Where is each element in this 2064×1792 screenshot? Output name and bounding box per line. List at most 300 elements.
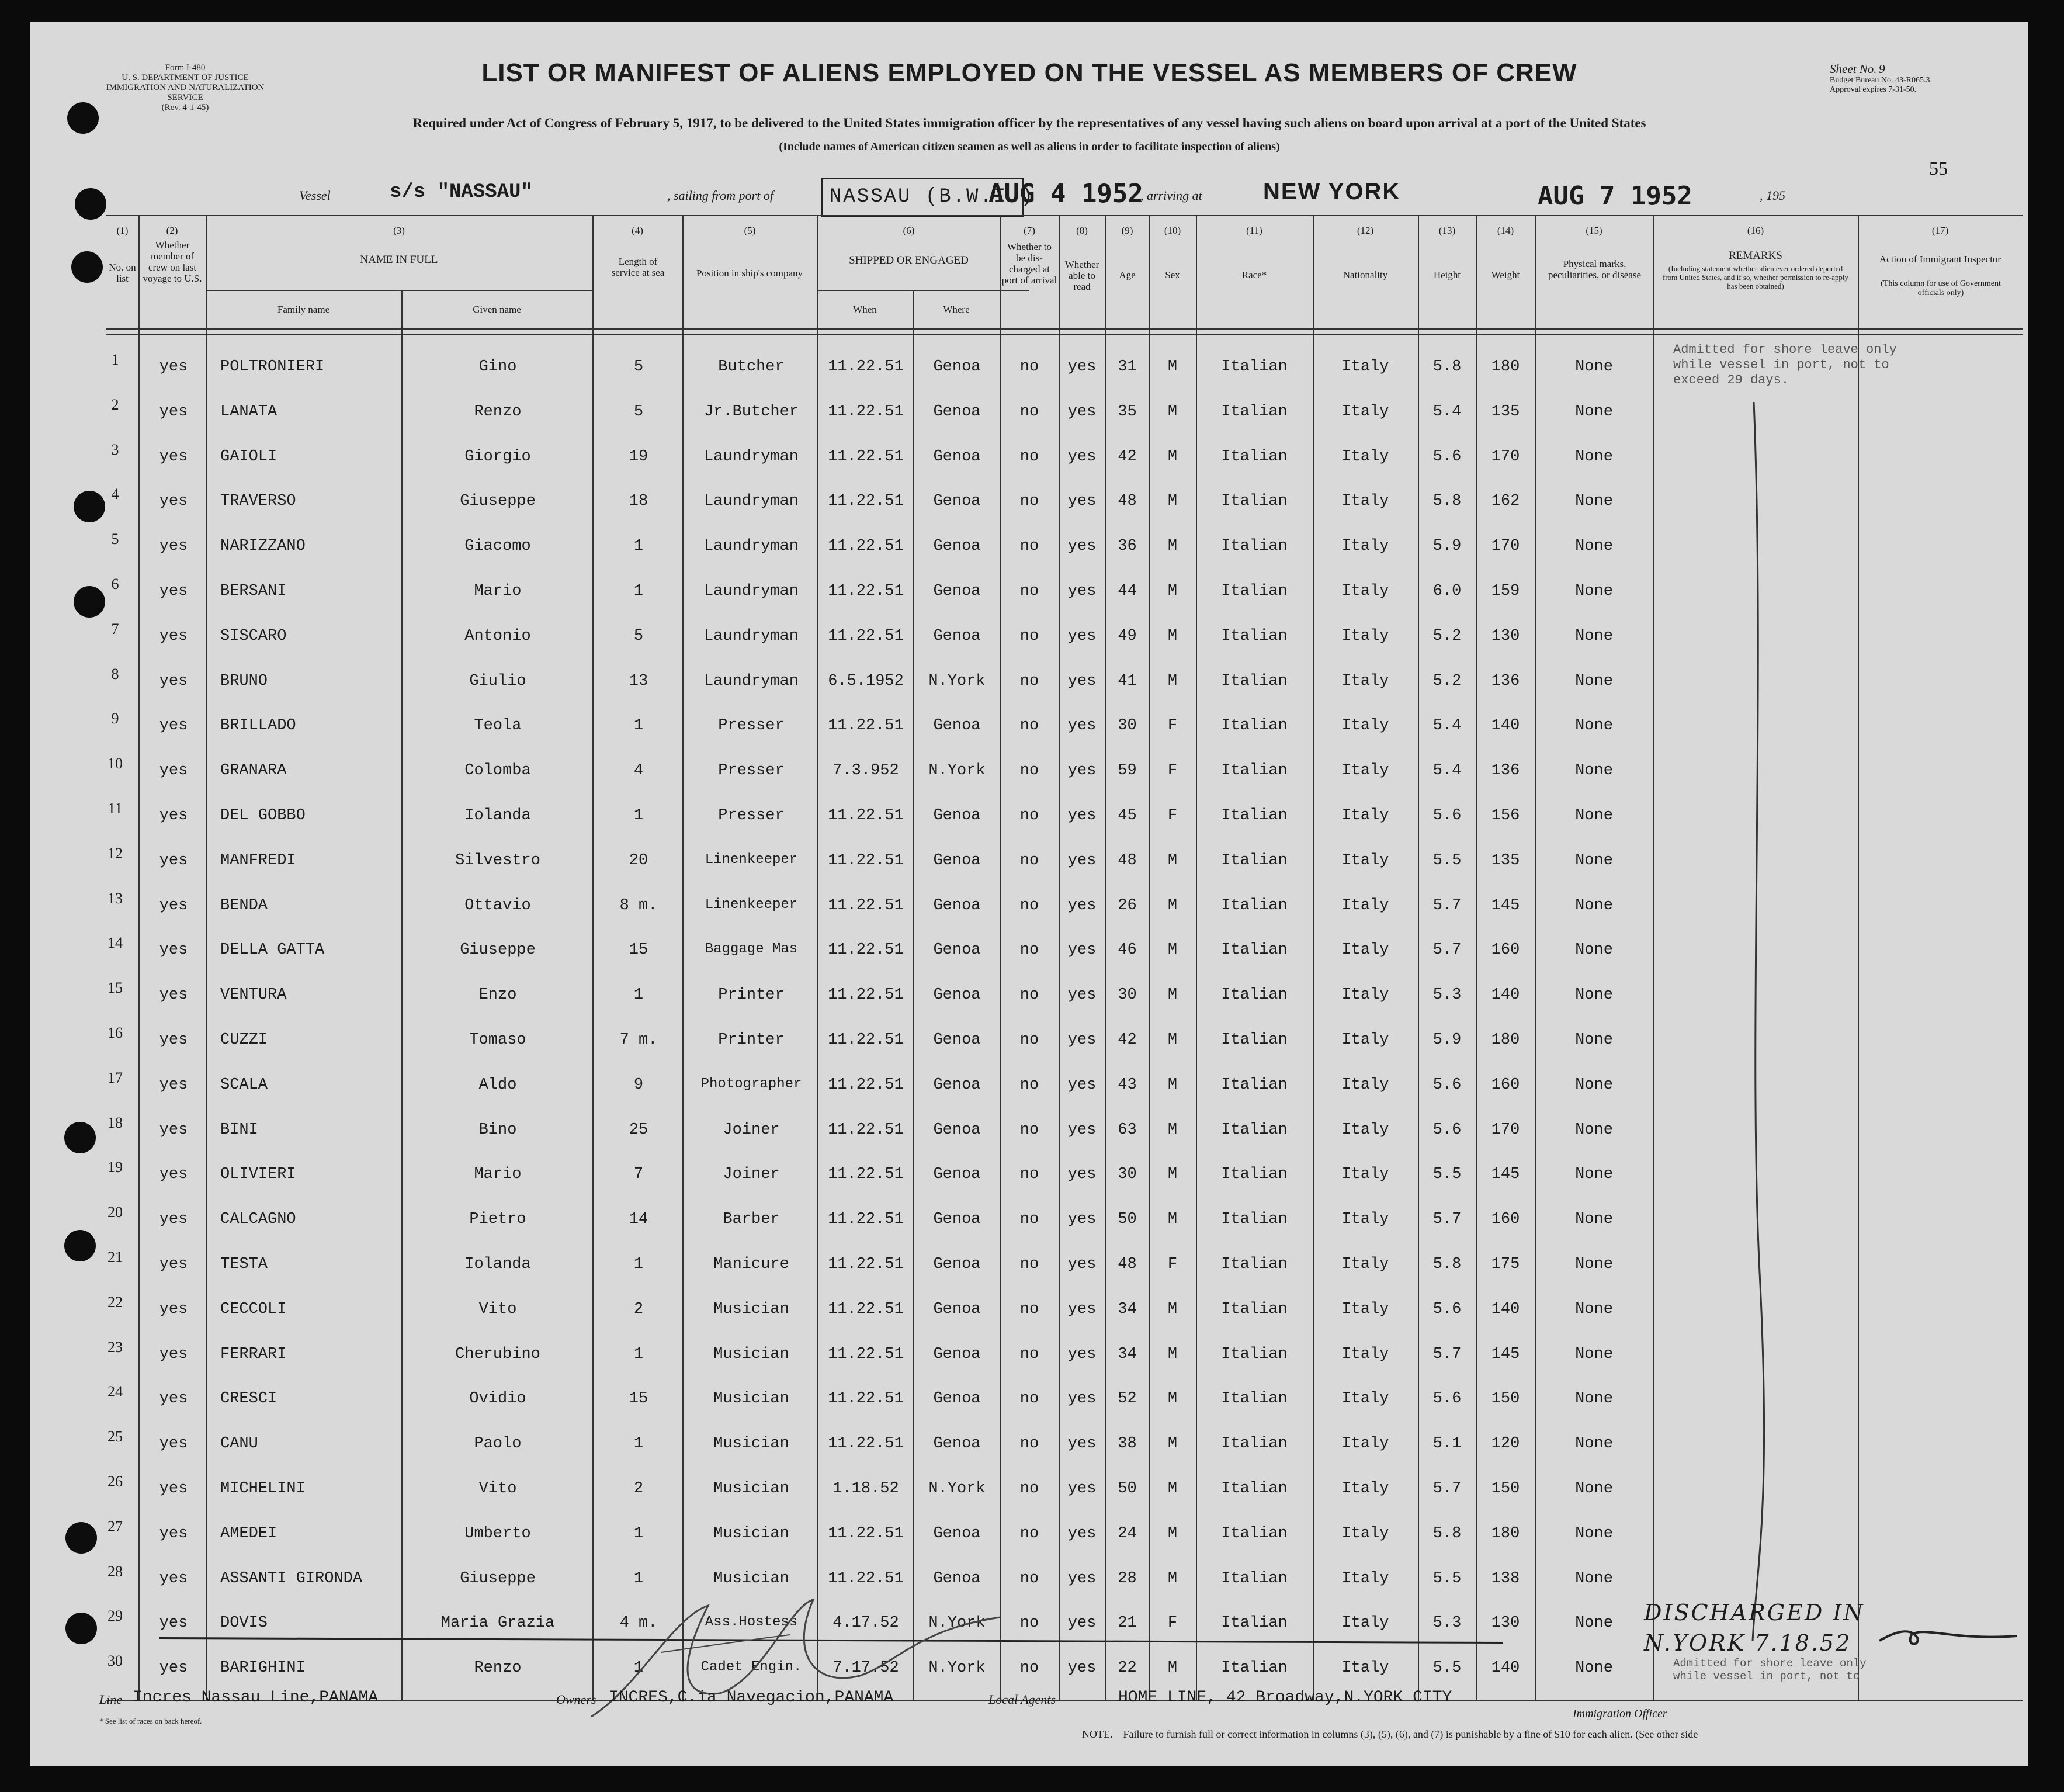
cell-able-to-read: yes (1067, 1390, 1097, 1408)
cell-physical-marks: None (1575, 941, 1613, 959)
cell-height: 5.6 (1432, 448, 1462, 466)
cell-row-number: 24 (107, 1383, 123, 1400)
cell-discharged: no (1019, 1256, 1039, 1273)
cell-service-length: 5 (633, 628, 644, 645)
cell-row-number: 5 (111, 531, 119, 547)
header-inspector-note: (This column for use of Government officials only) (1881, 279, 2001, 297)
cell-nationality: Italy (1341, 538, 1389, 555)
col-num: (3) (393, 225, 405, 236)
cell-row-number: 29 (107, 1607, 123, 1624)
cell-discharged: no (1019, 493, 1039, 510)
cell-height: 5.8 (1432, 1256, 1462, 1273)
cell-shipped-when: 11.22.51 (828, 1211, 904, 1228)
cell-row-number: 2 (111, 396, 119, 413)
remark-line: while vessel in port, not to (1673, 1670, 1860, 1683)
document-title: LIST OR MANIFEST OF ALIENS EMPLOYED ON THE VESSEL AS MEMBERS OF CREW (481, 58, 1577, 87)
cell-weight: 138 (1491, 1570, 1520, 1588)
cell-service-length: 15 (629, 941, 648, 959)
cell-nationality: Italy (1341, 1301, 1389, 1318)
cell-discharged: no (1019, 986, 1039, 1004)
cell-physical-marks: None (1575, 1166, 1613, 1183)
cell-age: 59 (1118, 762, 1137, 779)
cell-service-length: 1 (633, 1346, 644, 1363)
cell-height: 5.7 (1432, 1346, 1462, 1363)
cell-age: 41 (1118, 673, 1137, 690)
cell-row-number: 14 (107, 934, 123, 951)
cell-position: Presser (718, 762, 785, 779)
cell-able-to-read: yes (1067, 1435, 1097, 1453)
cell-given-name: Silvestro (455, 852, 540, 869)
cell-nationality: Italy (1341, 1435, 1389, 1453)
header-remarks: REMARKS (1729, 249, 1782, 262)
cell-shipped-where: Genoa (933, 717, 981, 734)
form-number: Form I-480 (165, 63, 206, 72)
header-nationality: Nationality (1343, 269, 1388, 280)
remark-line: Admitted for shore leave only (1673, 1657, 1867, 1670)
cell-weight: 170 (1491, 1121, 1520, 1139)
cell-race: Italian (1221, 1121, 1288, 1139)
discharged-note-date: N.YORK 7.18.52 (1644, 1630, 1852, 1656)
cell-physical-marks: None (1575, 1659, 1613, 1677)
cell-given-name: Umberto (464, 1525, 531, 1543)
cell-race: Italian (1221, 941, 1288, 959)
cell-family-name: CALCAGNO (220, 1211, 296, 1228)
cell-family-name: AMEDEI (220, 1525, 277, 1543)
cell-sex: F (1167, 762, 1178, 779)
arrival-date-stamp: AUG 7 1952 (1538, 181, 1692, 211)
cell-given-name: Vito (478, 1480, 517, 1498)
cell-given-name: Aldo (478, 1076, 517, 1094)
col-num: (1) (116, 225, 129, 236)
cell-service-length: 1 (633, 1525, 644, 1543)
cell-physical-marks: None (1575, 493, 1613, 510)
cell-last-voyage: yes (159, 1166, 188, 1183)
cell-sex: M (1167, 1659, 1178, 1677)
cell-age: 31 (1118, 358, 1137, 376)
cell-last-voyage: yes (159, 1525, 188, 1543)
cell-shipped-when: 11.22.51 (828, 403, 904, 421)
header-when: When (853, 304, 877, 315)
cell-service-length: 5 (633, 358, 644, 376)
cell-last-voyage: yes (159, 1435, 188, 1453)
cell-able-to-read: yes (1067, 852, 1097, 869)
header-given-name: Given name (473, 304, 521, 315)
cell-service-length: 1 (633, 986, 644, 1004)
cell-position: Baggage Mas (705, 941, 798, 957)
cell-sex: F (1167, 717, 1178, 734)
cell-row-number: 17 (107, 1069, 123, 1086)
cell-row-number: 10 (107, 755, 123, 772)
cell-discharged: no (1019, 1525, 1039, 1543)
table-top-rule (106, 215, 2023, 216)
cell-given-name: Iolanda (464, 807, 531, 824)
sheet-number: 9 (1878, 62, 1885, 76)
cell-shipped-where: Genoa (933, 941, 981, 959)
cell-family-name: SISCARO (220, 628, 287, 645)
cell-position: Musician (713, 1570, 789, 1588)
cell-row-number: 20 (107, 1204, 123, 1221)
header-discharged: Whether to be dis-charged at port of arrival (1001, 241, 1057, 286)
col-num: (16) (1747, 225, 1764, 236)
cell-weight: 180 (1491, 358, 1520, 376)
cell-able-to-read: yes (1067, 493, 1097, 510)
cell-race: Italian (1221, 538, 1288, 555)
cell-nationality: Italy (1341, 1390, 1389, 1408)
col-num: (15) (1586, 225, 1602, 236)
cell-height: 5.2 (1432, 628, 1462, 645)
punch-hole (64, 1122, 96, 1153)
cell-sex: M (1167, 1076, 1178, 1094)
cell-age: 48 (1118, 1256, 1137, 1273)
cell-able-to-read: yes (1067, 538, 1097, 555)
cell-height: 5.6 (1432, 1301, 1462, 1318)
cell-physical-marks: None (1575, 1525, 1613, 1543)
cell-position: Musician (713, 1525, 789, 1543)
cell-given-name: Mario (474, 1166, 522, 1183)
cell-age: 30 (1118, 1166, 1137, 1183)
cell-race: Italian (1221, 807, 1288, 824)
cell-position: Butcher (718, 358, 785, 376)
cell-weight: 162 (1491, 493, 1520, 510)
cell-nationality: Italy (1341, 807, 1389, 824)
cell-sex: M (1167, 448, 1178, 466)
cell-physical-marks: None (1575, 1570, 1613, 1588)
cell-row-number: 9 (111, 710, 119, 727)
cell-given-name: Paolo (474, 1435, 522, 1453)
cell-age: 22 (1118, 1659, 1137, 1677)
cell-last-voyage: yes (159, 583, 188, 600)
cell-sex: M (1167, 1346, 1178, 1363)
cell-position: Laundryman (703, 538, 799, 555)
cell-race: Italian (1221, 1346, 1288, 1363)
cell-physical-marks: None (1575, 403, 1613, 421)
cell-height: 5.3 (1432, 1614, 1462, 1632)
cell-race: Italian (1221, 1570, 1288, 1588)
cell-able-to-read: yes (1067, 1076, 1097, 1094)
manifest-sheet (30, 22, 2028, 1766)
cell-weight: 130 (1491, 1614, 1520, 1632)
cell-sex: M (1167, 1390, 1178, 1408)
cell-discharged: no (1019, 1211, 1039, 1228)
cell-shipped-where: Genoa (933, 1525, 981, 1543)
legal-requirement: Required under Act of Congress of February 5, 1917, to be delivered to the United States immigration officer by the representatives of any vessel having such aliens on board upon arrival at a port of the United States (412, 116, 1646, 130)
remarks-shore-leave (1673, 342, 1897, 388)
cell-discharged: no (1019, 717, 1039, 734)
punch-hole (64, 1230, 96, 1261)
cell-age: 34 (1118, 1346, 1137, 1363)
cell-physical-marks: None (1575, 628, 1613, 645)
cell-race: Italian (1221, 897, 1288, 914)
cell-position: Manicure (713, 1256, 789, 1273)
cell-last-voyage: yes (159, 403, 188, 421)
cell-able-to-read: yes (1067, 448, 1097, 466)
cell-given-name: Cherubino (455, 1346, 540, 1363)
cell-position: Joiner (723, 1166, 780, 1183)
cell-nationality: Italy (1341, 1031, 1389, 1049)
cell-age: 49 (1118, 628, 1137, 645)
header-length-of-service: Length of service at sea (611, 256, 665, 278)
cell-age: 63 (1118, 1121, 1137, 1139)
cell-family-name: BERSANI (220, 583, 287, 600)
cell-service-length: 1 (633, 1570, 644, 1588)
cell-discharged: no (1019, 1346, 1039, 1363)
cell-nationality: Italy (1341, 1256, 1389, 1273)
cell-weight: 159 (1491, 583, 1520, 600)
cell-service-length: 8 m. (619, 897, 658, 914)
cell-height: 5.4 (1432, 717, 1462, 734)
cell-service-length: 14 (629, 1211, 648, 1228)
cell-shipped-where: Genoa (933, 807, 981, 824)
cell-height: 6.0 (1432, 583, 1462, 600)
col-num: (6) (903, 225, 915, 236)
departure-date-stamp: AUG 4 1952 (988, 179, 1143, 209)
cell-race: Italian (1221, 1256, 1288, 1273)
cell-nationality: Italy (1341, 1570, 1389, 1588)
cell-discharged: no (1019, 1031, 1039, 1049)
cell-discharged: no (1019, 583, 1039, 600)
header-shipped-engaged: SHIPPED OR ENGAGED (849, 254, 969, 266)
budget-bureau-no: Budget Bureau No. 43-R065.3. (1830, 76, 1932, 85)
cell-nationality: Italy (1341, 1346, 1389, 1363)
cell-nationality: Italy (1341, 448, 1389, 466)
cell-weight: 140 (1491, 717, 1520, 734)
cell-row-number: 8 (111, 665, 119, 682)
cell-given-name: Maria Grazia (440, 1614, 555, 1632)
header-remarks-note: (Including statement whether alien ever ordered deported from United States, and if so, whether permission to re-apply has been obtained) (1662, 264, 1849, 290)
cell-shipped-where: Genoa (933, 583, 981, 600)
cell-physical-marks: None (1575, 1076, 1613, 1094)
cell-height: 5.3 (1432, 986, 1462, 1004)
cell-age: 26 (1118, 897, 1137, 914)
cell-last-voyage: yes (159, 1256, 188, 1273)
cell-discharged: no (1019, 673, 1039, 690)
cell-able-to-read: yes (1067, 807, 1097, 824)
cell-physical-marks: None (1575, 1480, 1613, 1498)
punch-hole (67, 102, 99, 134)
cell-last-voyage: yes (159, 717, 188, 734)
cell-height: 5.5 (1432, 852, 1462, 869)
cell-race: Italian (1221, 1301, 1288, 1318)
cell-race: Italian (1221, 403, 1288, 421)
cell-given-name: Giacomo (464, 538, 531, 555)
cell-able-to-read: yes (1067, 628, 1097, 645)
cell-family-name: CRESCI (220, 1390, 277, 1408)
cell-row-number: 18 (107, 1114, 123, 1131)
cell-given-name: Giuseppe (460, 1570, 536, 1588)
cell-weight: 150 (1491, 1480, 1520, 1498)
cell-last-voyage: yes (159, 1211, 188, 1228)
cell-discharged: no (1019, 1121, 1039, 1139)
cell-height: 5.8 (1432, 493, 1462, 510)
cell-able-to-read: yes (1067, 1211, 1097, 1228)
cell-age: 38 (1118, 1435, 1137, 1453)
cell-nationality: Italy (1341, 897, 1389, 914)
cell-shipped-when: 11.22.51 (828, 1076, 904, 1094)
form-revision: (Rev. 4-1-45) (161, 103, 209, 112)
cell-weight: 150 (1491, 1390, 1520, 1408)
cell-nationality: Italy (1341, 1076, 1389, 1094)
cell-able-to-read: yes (1067, 1166, 1097, 1183)
cell-discharged: no (1019, 1166, 1039, 1183)
cell-race: Italian (1221, 628, 1288, 645)
cell-discharged: no (1019, 807, 1039, 824)
cell-position: Laundryman (703, 673, 799, 690)
cell-nationality: Italy (1341, 583, 1389, 600)
cell-shipped-when: 11.22.51 (828, 941, 904, 959)
table-header-rule-2 (106, 334, 2023, 335)
cell-last-voyage: yes (159, 1031, 188, 1049)
inspector-initial (1876, 1623, 2023, 1652)
cell-given-name: Renzo (474, 403, 522, 421)
cell-last-voyage: yes (159, 538, 188, 555)
cell-physical-marks: None (1575, 673, 1613, 690)
col-rule (401, 290, 403, 1700)
punch-hole (65, 1522, 97, 1554)
cell-given-name: Renzo (474, 1659, 522, 1677)
cell-given-name: Bino (478, 1121, 517, 1139)
cell-shipped-when: 1.18.52 (832, 1480, 899, 1498)
cell-weight: 145 (1491, 1346, 1520, 1363)
cell-shipped-when: 11.22.51 (828, 583, 904, 600)
cell-service-length: 4 m. (619, 1614, 658, 1632)
cell-nationality: Italy (1341, 493, 1389, 510)
cell-shipped-where: N.York (928, 673, 986, 690)
cell-service-length: 7 m. (619, 1031, 658, 1049)
cell-height: 5.2 (1432, 673, 1462, 690)
cell-sex: M (1167, 986, 1178, 1004)
cell-race: Italian (1221, 1480, 1288, 1498)
cell-sex: F (1167, 807, 1178, 824)
cell-family-name: GRANARA (220, 762, 287, 779)
cell-discharged: no (1019, 1614, 1039, 1632)
cell-height: 5.6 (1432, 1076, 1462, 1094)
cell-nationality: Italy (1341, 1121, 1389, 1139)
col-num: (5) (744, 225, 756, 236)
cell-service-length: 4 (633, 762, 644, 779)
cell-discharged: no (1019, 941, 1039, 959)
cell-last-voyage: yes (159, 897, 188, 914)
cell-shipped-where: Genoa (933, 1031, 981, 1049)
cell-family-name: TESTA (220, 1256, 268, 1273)
cell-height: 5.9 (1432, 1031, 1462, 1049)
cell-service-length: 7 (633, 1166, 644, 1183)
cell-shipped-where: Genoa (933, 1435, 981, 1453)
agents-label: Local Agents (988, 1692, 1056, 1707)
cell-service-length: 9 (633, 1076, 644, 1094)
header-no-on-list: No. on list (109, 262, 136, 284)
cell-shipped-where: Genoa (933, 358, 981, 376)
cell-family-name: BARIGHINI (220, 1659, 306, 1677)
cell-age: 35 (1118, 403, 1137, 421)
cell-age: 30 (1118, 717, 1137, 734)
cell-family-name: CECCOLI (220, 1301, 287, 1318)
cell-weight: 160 (1491, 1076, 1520, 1094)
arriving-label: , arriving at (1140, 188, 1202, 203)
cell-height: 5.6 (1432, 807, 1462, 824)
cell-sex: M (1167, 1301, 1178, 1318)
cell-family-name: GAIOLI (220, 448, 277, 466)
cell-given-name: Iolanda (464, 1256, 531, 1273)
cell-nationality: Italy (1341, 358, 1389, 376)
cell-race: Italian (1221, 1031, 1288, 1049)
cell-sex: M (1167, 538, 1178, 555)
cell-shipped-when: 11.22.51 (828, 1256, 904, 1273)
header-race: Race* (1241, 269, 1267, 280)
cell-physical-marks: None (1575, 1121, 1613, 1139)
cell-shipped-where: N.York (928, 1480, 986, 1498)
cell-shipped-when: 11.22.51 (828, 897, 904, 914)
races-note: * See list of races on back hereof. (99, 1717, 202, 1725)
cell-weight: 140 (1491, 1659, 1520, 1677)
cell-able-to-read: yes (1067, 673, 1097, 690)
cell-family-name: DEL GOBBO (220, 807, 306, 824)
page-number: 55 (1929, 158, 1948, 179)
departure-port: NASSAU (B.W.I.) (830, 186, 1035, 208)
cell-race: Italian (1221, 762, 1288, 779)
cell-given-name: Teola (474, 717, 522, 734)
cell-height: 5.5 (1432, 1659, 1462, 1677)
cell-weight: 136 (1491, 673, 1520, 690)
cell-discharged: no (1019, 1480, 1039, 1498)
cell-shipped-where: N.York (928, 1659, 986, 1677)
cell-able-to-read: yes (1067, 1346, 1097, 1363)
cell-shipped-when: 7.3.952 (832, 762, 899, 779)
cell-discharged: no (1019, 358, 1039, 376)
cell-position: Musician (713, 1346, 789, 1363)
cell-shipped-when: 11.22.51 (828, 358, 904, 376)
cell-height: 5.7 (1432, 1480, 1462, 1498)
cell-nationality: Italy (1341, 852, 1389, 869)
cell-age: 52 (1118, 1390, 1137, 1408)
cell-sex: M (1167, 897, 1178, 914)
cell-age: 50 (1118, 1211, 1137, 1228)
cell-shipped-where: Genoa (933, 538, 981, 555)
cell-given-name: Giuseppe (460, 493, 536, 510)
cell-position: Photographer (700, 1076, 802, 1092)
cell-shipped-when: 6.5.1952 (828, 673, 904, 690)
cell-given-name: Pietro (469, 1211, 526, 1228)
cell-weight: 170 (1491, 538, 1520, 555)
col-rule (1858, 215, 1859, 1700)
cell-shipped-when: 11.22.51 (828, 1166, 904, 1183)
cell-age: 36 (1118, 538, 1137, 555)
cell-row-number: 28 (107, 1563, 123, 1580)
cell-discharged: no (1019, 762, 1039, 779)
cell-physical-marks: None (1575, 1614, 1613, 1632)
cell-able-to-read: yes (1067, 403, 1097, 421)
cell-service-length: 19 (629, 448, 648, 466)
remarks-shore-leave-bottom (1673, 1657, 1867, 1683)
cell-physical-marks: None (1575, 717, 1613, 734)
cell-physical-marks: None (1575, 1256, 1613, 1273)
cell-sex: M (1167, 1211, 1178, 1228)
cell-age: 48 (1118, 493, 1137, 510)
cell-weight: 135 (1491, 403, 1520, 421)
cell-race: Italian (1221, 717, 1288, 734)
cell-service-length: 2 (633, 1480, 644, 1498)
cell-family-name: BINI (220, 1121, 258, 1139)
cell-family-name: ASSANTI GIRONDA (220, 1570, 363, 1588)
cell-service-length: 13 (629, 673, 648, 690)
cell-shipped-when: 11.22.51 (828, 986, 904, 1004)
cell-row-number: 6 (111, 576, 119, 592)
cell-service-length: 5 (633, 403, 644, 421)
cell-discharged: no (1019, 403, 1039, 421)
cell-service-length: 18 (629, 493, 648, 510)
cell-position: Linenkeeper (705, 852, 798, 868)
cell-weight: 136 (1491, 762, 1520, 779)
cell-nationality: Italy (1341, 941, 1389, 959)
